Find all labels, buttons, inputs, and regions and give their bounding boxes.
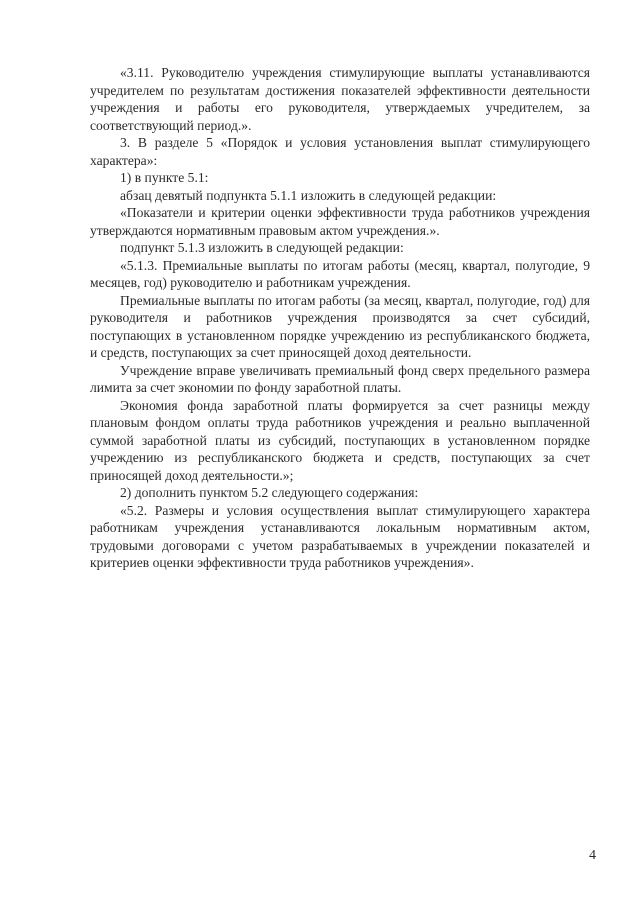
paragraph-section-5-heading: 3. В разделе 5 «Порядок и условия установления выплат стимулирующего характера»: [90, 135, 590, 168]
paragraph-fund-savings: Экономия фонда заработной платы формируется за счет разницы между плановым фондом оплаты труда работников учреждения и реально выплаченной суммой заработной платы из субсидий, поступающих в установленном порядке учреждению из республиканского бюджета и средств, поступающих за счет приносящей доход деятельности.»; [90, 397, 590, 483]
paragraph-5-1-3-text: «5.1.3. Премиальные выплаты по итогам работы (месяц, квартал, полугодие, 9 месяцев, год) руководителю и работникам учреждения. [90, 257, 590, 290]
paragraph-bonus-payments: Премиальные выплаты по итогам работы (за месяц, квартал, полугодие, год) для руководителя и работников учреждения производятся за счет субсидий, поступающих в установленном порядке учреждению из республиканского бюджета, и средств, поступающих за счет приносящей доход деятельности. [90, 292, 590, 360]
paragraph-5-1-1-text: «Показатели и критерии оценки эффективности труда работников учреждения утверждаются нормативным правовым актом учреждения.». [90, 205, 590, 238]
paragraph-item-5-1: 1) в пункте 5.1: [120, 170, 209, 185]
document-body [90, 64, 590, 572]
paragraph-5-1-3-intro: подпункт 5.1.3 изложить в следующей редакции: [120, 240, 404, 255]
paragraph-5-1-1-intro: абзац девятый подпункта 5.1.1 изложить в следующей редакции: [120, 187, 497, 203]
paragraph-item-5-2-intro: 2) дополнить пунктом 5.2 следующего содержания: [120, 485, 419, 500]
paragraph-bonus-fund: Учреждение вправе увеличивать премиальный фонд сверх предельного размера лимита за счет экономии по фонду заработной платы. [90, 362, 590, 395]
paragraph-5-2-text: «5.2. Размеры и условия осуществления выплат стимулирующего характера работникам учреждения устанавливаются локальным нормативным актом, трудовыми договорами с учетом разрабатываемых в учреждении показателей и критериев оценки эффективности труда работников учреждения». [90, 502, 590, 570]
page-number: 4 [589, 848, 596, 863]
paragraph-3-11: «3.11. Руководителю учреждения стимулирующие выплаты устанавливаются учредителем по результатам достижения показателей эффективности деятельности учреждения и работы его руководителя, утверждаемых учредителем, за соответствующий период.». [90, 65, 590, 133]
